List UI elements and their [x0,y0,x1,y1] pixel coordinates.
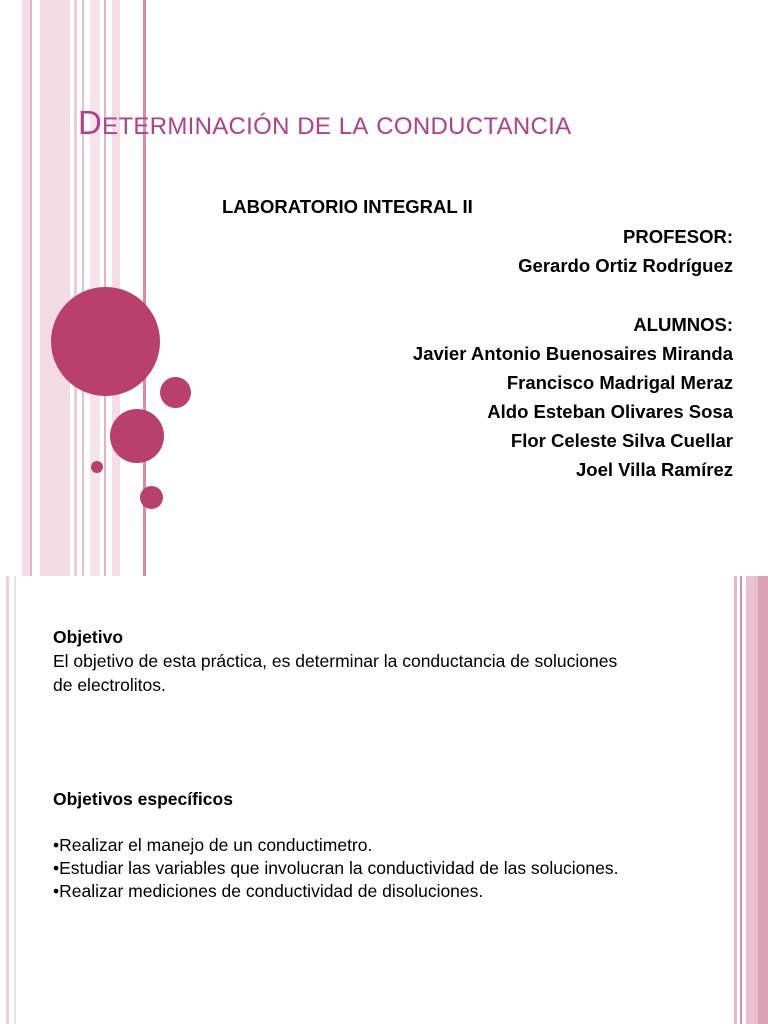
circle-decoration [160,377,191,408]
student-name: Joel Villa Ramírez [576,459,733,480]
stripe [758,576,768,1024]
stripe [740,576,742,1024]
stripe [82,0,84,576]
stripe [22,0,30,576]
student-name: Aldo Esteban Olivares Sosa [487,401,733,422]
circle-decoration [140,486,163,509]
specific-objectives-heading: Objetivos específicos [53,789,233,809]
circle-decoration-large [51,287,160,396]
student-name: Francisco Madrigal Meraz [506,372,733,393]
objective-heading: Objetivo [53,627,124,647]
stripe [30,0,32,576]
objective-text: de electrolitos. [53,675,166,695]
circle-decoration-small [91,461,103,473]
slide-objectives [0,576,768,1024]
stripe [14,576,16,1024]
list-item: •Realizar el manejo de un conductimetro. [53,835,373,855]
objective-text: El objetivo de esta práctica, es determinar la conductancia de soluciones [53,651,618,671]
stripe [734,576,737,1024]
professor-name: Gerardo Ortiz Rodríguez [518,255,733,276]
students-label: ALUMNOS: [633,314,733,335]
student-name: Flor Celeste Silva Cuellar [510,430,733,451]
course-name: LABORATORIO INTEGRAL II [222,196,473,217]
professor-label: PROFESOR: [623,226,733,247]
list-item: •Estudiar las variables que involucran la conductividad de las soluciones. [53,858,619,878]
stripe [74,0,77,576]
student-name: Javier Antonio Buenosaires Miranda [412,343,733,364]
stripe [6,576,9,1024]
list-item: •Realizar mediciones de conductividad de disoluciones. [53,881,484,901]
circle-decoration [110,409,164,463]
slide-title-text: DETERMINACIÓN DE LA CONDUCTANCIA [78,104,572,141]
stripe [40,0,70,576]
stripe [746,576,758,1024]
